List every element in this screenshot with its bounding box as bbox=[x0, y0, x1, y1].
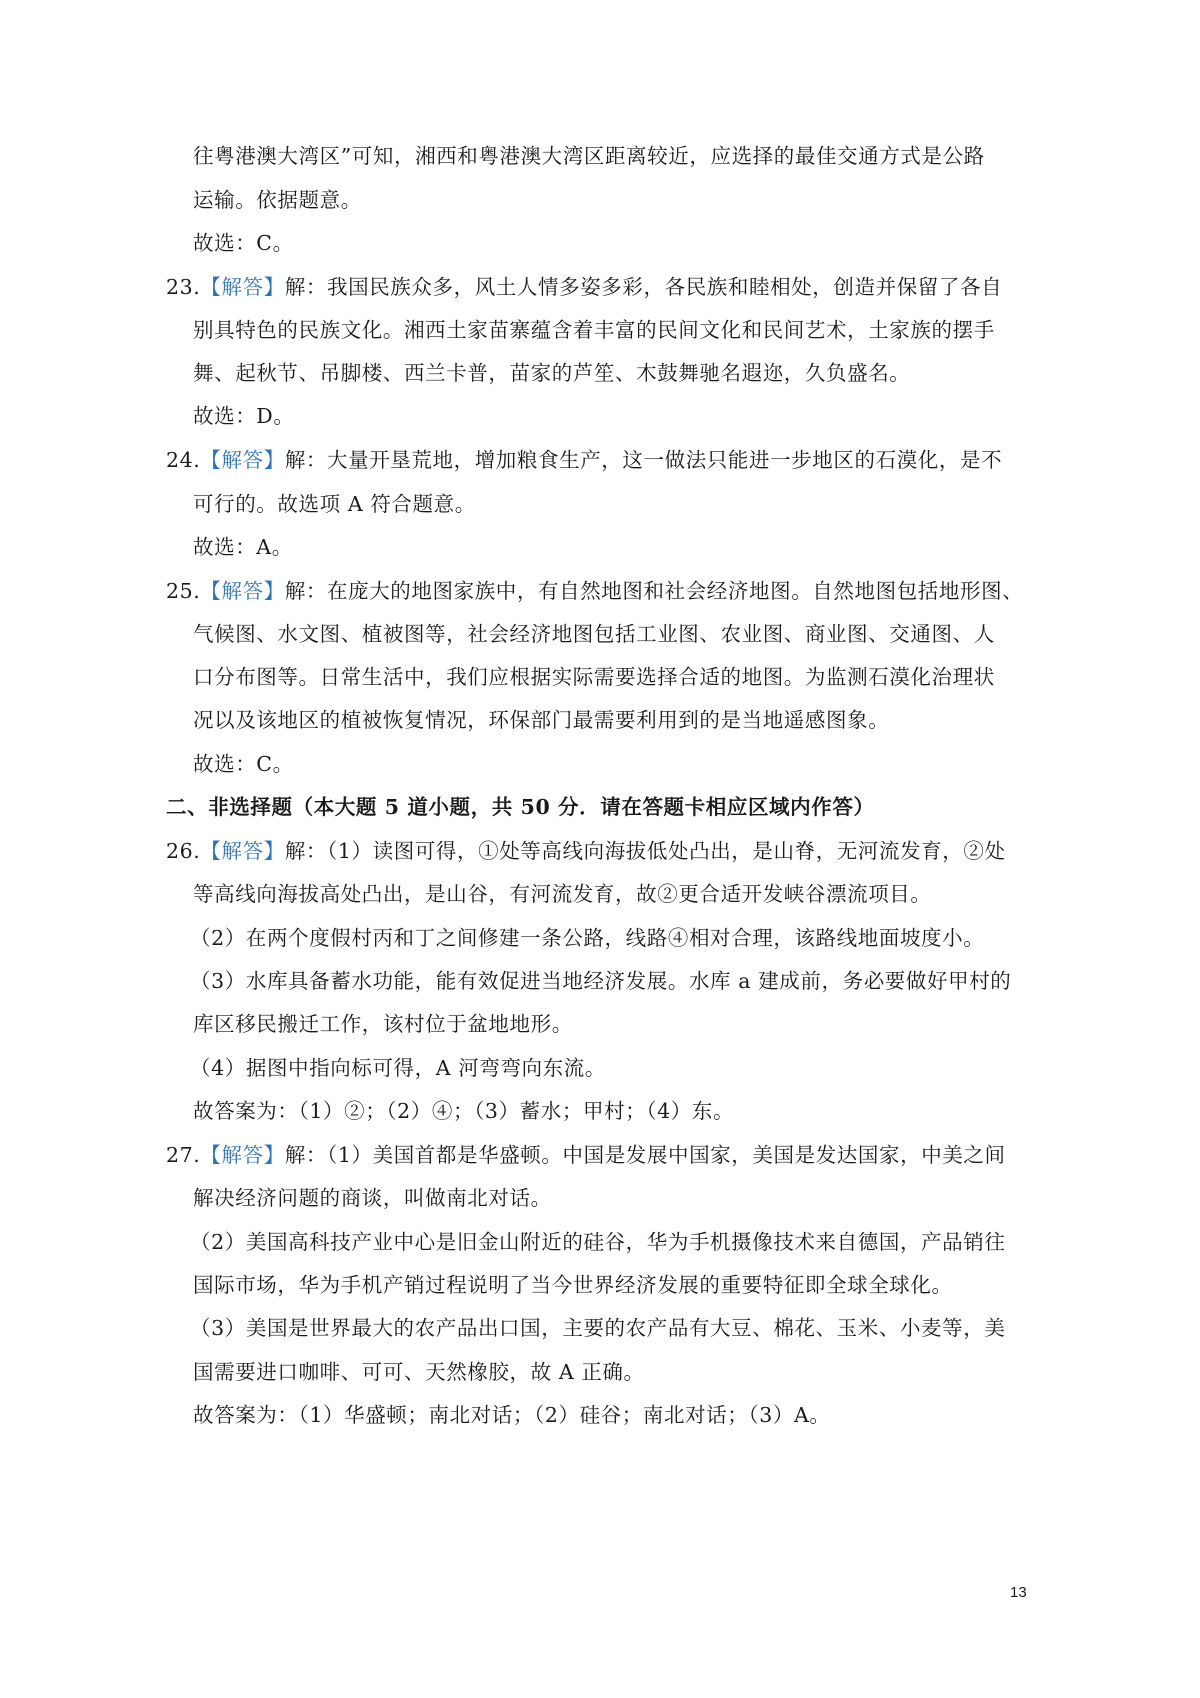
q25-choice: 故选：C。 bbox=[193, 752, 294, 776]
q27-final-answer: 故答案为：（1）华盛顿；南北对话；（2）硅谷；南北对话；（3）A。 bbox=[193, 1403, 831, 1427]
q25-line-2: 气候图、水文图、植被图等，社会经济地图包括工业图、农业图、商业图、交通图、人 bbox=[193, 622, 995, 646]
q26-first-line bbox=[166, 837, 1006, 865]
fragment-line-2: 运输。依据题意。 bbox=[193, 188, 362, 212]
q26-part-2: （2）在两个度假村丙和丁之间修建一条公路，线路④相对合理，该路线地面坡度小。 bbox=[190, 926, 985, 950]
q25-first-line bbox=[166, 577, 1023, 605]
answer-tag: 【解答】 bbox=[200, 579, 285, 603]
q27-part-2-cont: 国际市场，华为手机产销过程说明了当今世界经济发展的重要特征即全球全球化。 bbox=[193, 1273, 953, 1297]
q26-part-4: （4）据图中指向标可得，A 河弯弯向东流。 bbox=[190, 1056, 606, 1080]
answer-tag: 【解答】 bbox=[200, 839, 285, 863]
q24-number: 24. bbox=[166, 448, 201, 472]
q26-part-3-cont: 库区移民搬迁工作，该村位于盆地地形。 bbox=[193, 1012, 573, 1036]
q27-first-line bbox=[166, 1141, 1006, 1169]
q23-line-3: 舞、起秋节、吊脚楼、西兰卡普，苗家的芦笙、木鼓舞驰名遐迩，久负盛名。 bbox=[193, 361, 911, 385]
q26-number: 26. bbox=[166, 839, 201, 863]
q26-part-3: （3）水库具备蓄水功能，能有效促进当地经济发展。水库 a 建成前，务必要做好甲村的 bbox=[190, 969, 1012, 993]
q23-number: 23. bbox=[166, 275, 201, 299]
q25-line-3: 口分布图等。日常生活中，我们应根据实际需要选择合适的地图。为监测石漠化治理状 bbox=[193, 665, 995, 689]
q24-first-line bbox=[166, 446, 1002, 474]
q24-line-2: 可行的。故选项 A 符合题意。 bbox=[193, 492, 476, 516]
fragment-line-1: 往粤港澳大湾区”可知，湘西和粤港澳大湾区距离较近，应选择的最佳交通方式是公路 bbox=[193, 144, 985, 168]
page-number: 13 bbox=[1010, 1584, 1027, 1601]
q27-lead: 解：（1）美国首都是华盛顿。中国是发展中国家，美国是发达国家，中美之间 bbox=[284, 1143, 1006, 1167]
q25-lead: 解：在庞大的地图家族中，有自然地图和社会经济地图。自然地图包括地形图、 bbox=[284, 579, 1024, 603]
q24-lead: 解：大量开垦荒地，增加粮食生产，这一做法只能进一步地区的石漠化，是不 bbox=[284, 448, 1003, 472]
q26-lead: 解：（1）读图可得，①处等高线向海拔低处凸出，是山脊，无河流发育，②处 bbox=[284, 839, 1006, 863]
fragment-choice: 故选：C。 bbox=[193, 231, 294, 255]
q26-final-answer: 故答案为：（1）②；（2）④；（3）蓄水；甲村；（4）东。 bbox=[193, 1099, 735, 1123]
answer-tag: 【解答】 bbox=[200, 448, 285, 472]
q27-number: 27. bbox=[166, 1143, 201, 1167]
q27-part-3-cont: 国需要进口咖啡、可可、天然橡胶，故 A 正确。 bbox=[193, 1360, 645, 1384]
q27-part-3: （3）美国是世界最大的农产品出口国，主要的农产品有大豆、棉花、玉米、小麦等，美 bbox=[190, 1316, 1006, 1340]
q27-line-2: 解决经济问题的商谈，叫做南北对话。 bbox=[193, 1186, 552, 1210]
answer-tag: 【解答】 bbox=[200, 1143, 285, 1167]
answer-tag: 【解答】 bbox=[200, 275, 285, 299]
q23-line-2: 别具特色的民族文化。湘西土家苗寨蕴含着丰富的民间文化和民间艺术，土家族的摆手 bbox=[193, 318, 995, 342]
q24-choice: 故选：A。 bbox=[193, 535, 293, 559]
q27-part-2: （2）美国高科技产业中心是旧金山附近的硅谷，华为手机摄像技术来自德国，产品销往 bbox=[190, 1230, 1006, 1254]
q23-choice: 故选：D。 bbox=[193, 404, 295, 428]
q25-line-4: 况以及该地区的植被恢复情况，环保部门最需要利用到的是当地遥感图象。 bbox=[193, 708, 890, 732]
section-heading: 二、非选择题（本大题 5 道小题，共 50 分．请在答题卡相应区域内作答） bbox=[166, 795, 875, 819]
q23-lead: 解：我国民族众多，风土人情多姿多彩，各民族和睦相处，创造并保留了各自 bbox=[284, 275, 1003, 299]
q26-line-2: 等高线向海拔高处凸出，是山谷，有河流发育，故②更合适开发峡谷漂流项目。 bbox=[193, 882, 932, 906]
q23-first-line bbox=[166, 273, 1002, 301]
q25-number: 25. bbox=[166, 579, 201, 603]
